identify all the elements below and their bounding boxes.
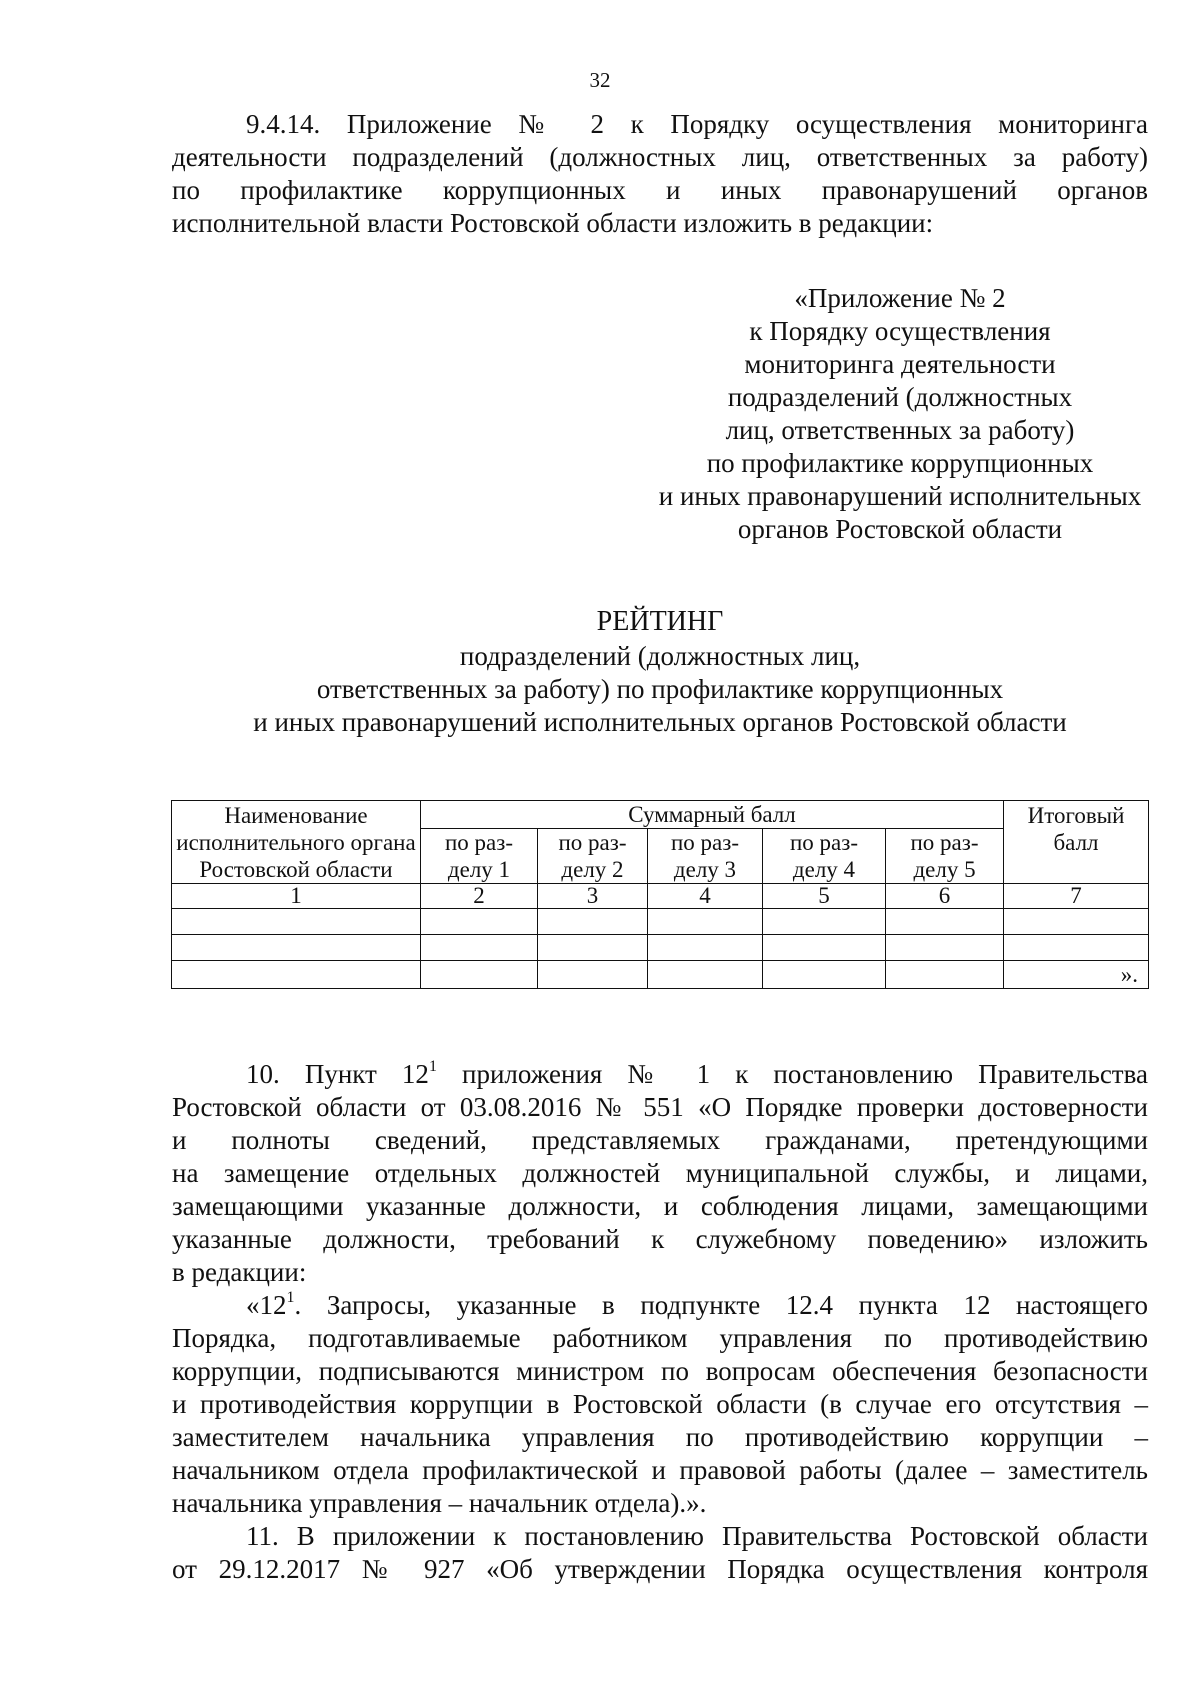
- page-number: 32: [589, 68, 611, 92]
- text-line: от 29.12.2017 № 927 «Об утверждении Порядка осуществления контроля: [172, 1554, 1148, 1584]
- col-number: 3: [538, 884, 648, 909]
- table-header-row: [172, 801, 1149, 829]
- text-line: замещающими указанные должности, и соблюдения лицами, замещающими: [172, 1191, 1148, 1221]
- header-section-3: по раз-делу 3: [648, 829, 763, 884]
- para-12-1-start: «12: [246, 1290, 287, 1320]
- appendix-line: лиц, ответственных за работу): [725, 415, 1075, 445]
- rating-subtitle-line: и иных правонарушений исполнительных органов Ростовской области: [253, 707, 1067, 737]
- text-line: начальника управления – начальник отдела).».: [172, 1488, 707, 1518]
- col-number: 4: [648, 884, 763, 909]
- header-total-score: Итоговый балл: [1004, 801, 1149, 884]
- header-section-2: по раз-делу 2: [538, 829, 648, 884]
- rating-heading: РЕЙТИНГ: [596, 606, 724, 637]
- table-row: [172, 961, 1149, 989]
- text-line: Порядка, подготавливаемые работником управления по противодействию: [172, 1323, 1148, 1353]
- appendix-line: по профилактике коррупционных: [706, 448, 1094, 478]
- appendix-line: подразделений (должностных: [727, 382, 1073, 412]
- rating-subtitle-line: подразделений (должностных лиц,: [459, 641, 861, 671]
- para-12-1-rest: . Запросы, указанные в подпункте 12.4 пункта 12 настоящего: [294, 1290, 1148, 1320]
- appendix-header: [640, 282, 1160, 546]
- rating-title: [172, 605, 1148, 739]
- appendix-line: и иных правонарушений исполнительных: [658, 481, 1142, 511]
- col-number: 7: [1004, 884, 1149, 909]
- text-line: указанные должности, требований к служебному поведению» изложить: [172, 1224, 1148, 1254]
- col-number: 2: [421, 884, 538, 909]
- para-10-start: 10. Пункт 12: [246, 1059, 429, 1089]
- table-number-row: [172, 884, 1149, 909]
- paragraph-11: [172, 1520, 1148, 1586]
- text-line: исполнительной власти Ростовской области изложить в редакции:: [172, 208, 934, 238]
- text-line: деятельности подразделений (должностных лиц, ответственных за работу): [172, 142, 1148, 172]
- table-row: [172, 935, 1149, 961]
- rating-subtitle-line: ответственных за работу) по профилактике коррупционных: [316, 674, 1004, 704]
- para-10-rest: приложения № 1 к постановлению Правительства: [436, 1059, 1148, 1089]
- header-sum-score: Суммарный балл: [421, 801, 1004, 829]
- table-row: [172, 909, 1149, 935]
- text-line: коррупции, подписываются министром по вопросам обеспечения безопасности: [172, 1356, 1148, 1386]
- text-line: [172, 1058, 1148, 1091]
- paragraph-10: [172, 1058, 1148, 1289]
- col-number: 1: [172, 884, 421, 909]
- appendix-line: к Порядку осуществления: [749, 316, 1051, 346]
- text-line: по профилактике коррупционных и иных правонарушений органов: [172, 175, 1148, 205]
- text-line: на замещение отдельных должностей муниципальной службы, и лицами,: [172, 1158, 1148, 1188]
- superscript: 1: [428, 1058, 437, 1075]
- header-section-5: по раз-делу 5: [886, 829, 1004, 884]
- paragraph-12-1: [172, 1289, 1148, 1520]
- appendix-line: мониторинга деятельности: [744, 349, 1056, 379]
- header-section-1: по раз-делу 1: [421, 829, 538, 884]
- superscript: 1: [286, 1289, 295, 1306]
- text-line: начальником отдела профилактической и правовой работы (далее – заместитель: [172, 1455, 1148, 1485]
- text-line: и полноты сведений, представляемых гражданами, претендующими: [172, 1125, 1148, 1155]
- rating-table: [171, 800, 1149, 989]
- text-line: 9.4.14. Приложение № 2 к Порядку осуществления мониторинга: [246, 109, 1148, 139]
- paragraph-9-4-14: [172, 108, 1148, 240]
- text-line: [172, 1289, 1148, 1322]
- col-number: 6: [886, 884, 1004, 909]
- col-number: 5: [763, 884, 886, 909]
- header-section-4: по раз-делу 4: [763, 829, 886, 884]
- text-line: и противодействия коррупции в Ростовской области (в случае его отсутствия –: [172, 1389, 1148, 1419]
- appendix-line: «Приложение № 2: [794, 283, 1006, 313]
- header-organ-name: Наименование исполнительного органа Ростовской области: [172, 801, 421, 884]
- text-line: Ростовской области от 03.08.2016 № 551 «О Порядке проверки достоверности: [172, 1092, 1148, 1122]
- appendix-line: органов Ростовской области: [737, 514, 1063, 544]
- text-line: 11. В приложении к постановлению Правительства Ростовской области: [246, 1521, 1148, 1551]
- closing-quote: ».: [1004, 961, 1149, 989]
- text-line: в редакции:: [172, 1257, 307, 1287]
- text-line: заместителем начальника управления по противодействию коррупции –: [172, 1422, 1148, 1452]
